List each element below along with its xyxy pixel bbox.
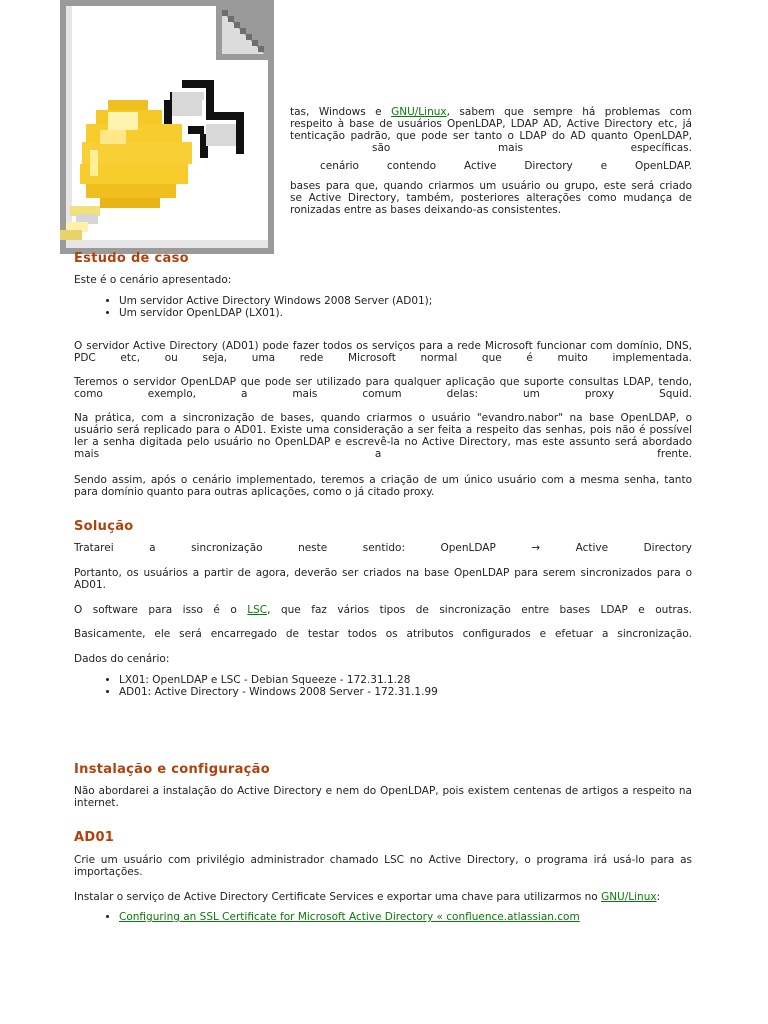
solucao-paragraph-5: Dados do cenário: <box>74 653 170 665</box>
paragraph-line: Crie um usuário com privilégio administrador chamado LSC no Active Directory, o programa irá usá-lo para as <box>74 854 692 866</box>
paragraph-line: usuário será replicado para o AD01. Existe uma consideração a ser feita a respeito das senhas, pois não é possível <box>74 424 692 436</box>
paragraph-line: Na prática, com a sincronização de bases, quando criarmos o usuário "evandro.nabor" na base OpenLDAP, o <box>74 412 692 424</box>
list-item: • Um servidor Active Directory Windows 2008 Server (AD01); <box>119 295 737 307</box>
estudo-paragraph-3 <box>74 412 692 460</box>
list-item: • AD01: Active Directory - Windows 2008 Server - 172.31.1.99 <box>119 686 737 698</box>
ad01-paragraph-2: Instalar o serviço de Active Directory Certificate Services e exportar uma chave para utilizarmos no GNU/Linux: <box>74 891 661 903</box>
paragraph-line: Não abordarei a instalação do Active Directory e nem do OpenLDAP, pois existem centenas de artigos a respeito na <box>74 785 692 797</box>
paragraph-line: como exemplo, a mais comum delas: um proxy Squid. <box>74 388 692 400</box>
ad01-paragraph-1 <box>74 854 692 878</box>
paragraph-line: O servidor Active Directory (AD01) pode fazer todos os serviços para a rede Microsoft funcionar com domínio, DNS, <box>74 340 692 352</box>
paragraph-line: internet. <box>74 797 119 809</box>
paragraph-line: para domínio quanto para outras aplicações, como o já citado proxy. <box>74 486 435 498</box>
estudo-paragraph-1 <box>74 340 692 364</box>
solucao-paragraph-4: Basicamente, ele será encarregado de testar todos os atributos configurados e efetuar a sincronização. <box>74 628 692 640</box>
gnu-linux-link[interactable]: GNU/Linux <box>391 106 447 118</box>
heading-instalacao: Instalação e configuração <box>74 762 270 777</box>
intro-line-2: respeito à base de usuários OpenLDAP, LDAP AD, Active Directory etc, já <box>290 118 692 130</box>
list-item: • Um servidor OpenLDAP (LX01). <box>119 307 737 319</box>
heading-solucao: Solução <box>74 519 134 534</box>
estudo-paragraph-4 <box>74 474 692 498</box>
solucao-paragraph-3: O software para isso é o LSC, que faz vários tipos de sincronização entre bases LDAP e outras. <box>74 604 692 616</box>
solucao-paragraph-2 <box>74 567 692 591</box>
paragraph-line: importações. <box>74 866 143 878</box>
paragraph-line: AD01. <box>74 579 106 591</box>
intro-line-3: tenticação padrão, que pode ser tanto o LDAP do AD quanto OpenLDAP, <box>290 130 692 142</box>
list-item <box>119 911 737 923</box>
cenario-list <box>74 674 737 698</box>
ad01-links-list <box>74 911 737 923</box>
intro-line-1: tas, Windows e GNU/Linux, sabem que sempre há problemas com <box>290 106 693 118</box>
intro-line-7: se Active Directory, também, posteriores alterações como mudança de <box>290 192 692 204</box>
paragraph-line: Sendo assim, após o cenário implementado, teremos a criação de um único usuário com a mesma senha, tanto <box>74 474 692 486</box>
paragraph-line: ler a senha digitada pelo usuário no OpenLDAP e escrevê-la no Active Directory, mas este assunto será abordado <box>74 436 692 448</box>
estudo-paragraph-2 <box>74 376 692 400</box>
paragraph-line: PDC etc, ou seja, uma rede Microsoft normal que é muito implementada. <box>74 352 692 364</box>
intro-line-5: cenário contendo Active Directory e OpenLDAP. <box>320 160 692 172</box>
ssl-certificate-link[interactable]: Configuring an SSL Certificate for Microsoft Active Directory « confluence.atlassian.com <box>119 911 580 923</box>
paragraph-line: Portanto, os usuários a partir de agora, deverão ser criados na base OpenLDAP para serem sincronizados para o <box>74 567 692 579</box>
intro-line-6: bases para que, quando criarmos um usuário ou grupo, este será criado <box>290 180 692 192</box>
estudo-list <box>74 295 737 319</box>
intro-text <box>290 106 692 216</box>
paragraph-line: Teremos o servidor OpenLDAP que pode ser utilizado para qualquer aplicação que suporte consultas LDAP, tendo, <box>74 376 692 388</box>
intro-line-8: ronizadas entre as bases deixando-as consistentes. <box>290 204 562 216</box>
estudo-lead: Este é o cenário apresentado: <box>74 274 232 286</box>
heading-ad01: AD01 <box>74 830 115 845</box>
lsc-link[interactable]: LSC <box>247 604 268 616</box>
instalacao-paragraph <box>74 785 692 809</box>
list-item: • LX01: OpenLDAP e LSC - Debian Squeeze - 172.31.1.28 <box>119 674 737 686</box>
gnu-linux-link-2[interactable]: GNU/Linux <box>601 891 657 903</box>
heading-estudo-de-caso: Estudo de caso <box>74 251 189 266</box>
broken-image-plugin-icon <box>60 0 274 254</box>
intro-line-4: são mais específicas. <box>372 142 692 154</box>
paragraph-line: mais a frente. <box>74 448 692 460</box>
solucao-direction: Tratarei a sincronização neste sentido: OpenLDAP → Active Directory <box>74 542 692 554</box>
